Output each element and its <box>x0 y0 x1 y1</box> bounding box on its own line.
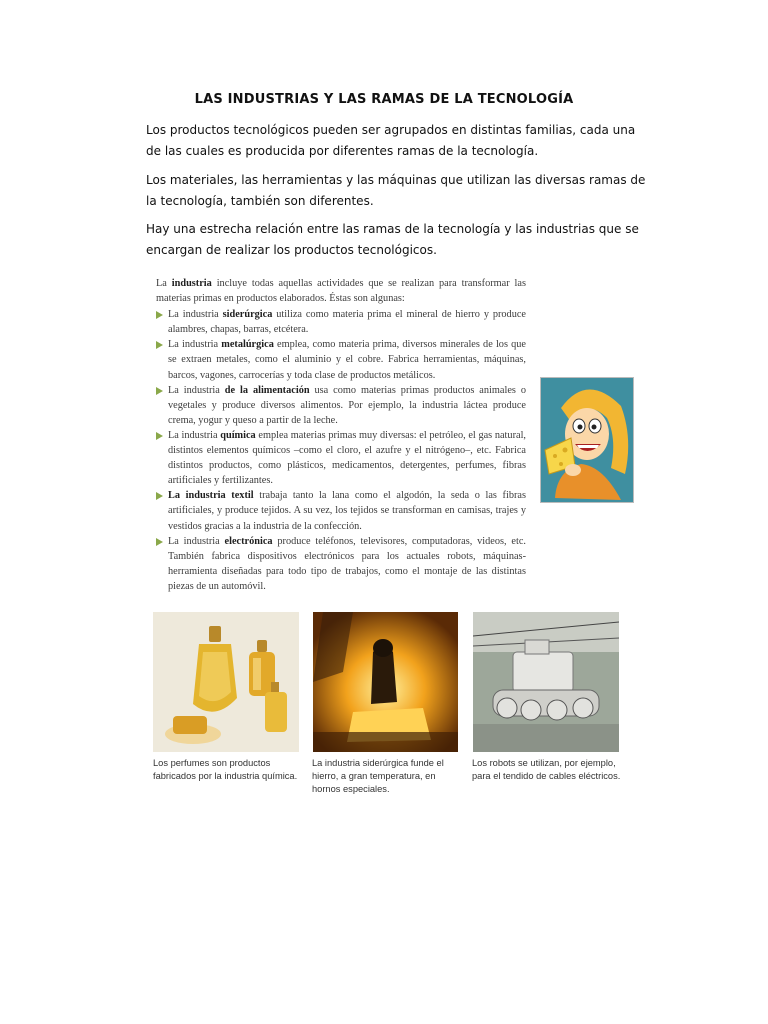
bullet-arrow-icon <box>156 492 163 500</box>
intro-paragraph-3: Hay una estrecha relación entre las ramas de la tecnología y las industrias que se encargan de realizar los productos tecnológicos. <box>146 222 639 257</box>
robot-vehicle-photo <box>473 612 619 752</box>
textbook-excerpt <box>156 276 526 594</box>
industry-item-alimentacion: La industria de la alimentación usa como materias primas productos animales o vegetales y produce diversos alimentos. Por ejemplo, la industria láctea produce crema, yogur y queso a partir de la leche. <box>156 383 526 428</box>
industry-item-metalurgica: La industria metalúrgica emplea, como materia prima, diversos minerales de los que se extraen metales, como el aluminio y el cobre. Fabrica herramientas, máquinas, barcos, vagones, carrocerías y toda clase de productos metálicos. <box>156 337 526 382</box>
industry-list <box>156 307 526 594</box>
intro-paragraph-2: Los materiales, las herramientas y las máquinas que utilizan las diversas ramas de la tecnología, también son diferentes. <box>146 173 646 208</box>
caption-perfumes: Los perfumes son productos fabricados por la industria química. <box>153 758 298 781</box>
industry-item-textil: La industria textil trabaja tanto la lana como el algodón, la seda o las fibras artificiales, y produce tejidos. A su vez, los tejidos se transforman en camisas, trajes y vestidos gracias a la industria de la confección. <box>156 488 526 533</box>
bullet-arrow-icon <box>156 311 163 319</box>
lead-text-a: La <box>156 278 172 289</box>
bullet-arrow-icon <box>156 387 163 395</box>
steel-furnace-photo <box>313 612 458 752</box>
bullet-arrow-icon <box>156 432 163 440</box>
perfume-bottles-photo <box>153 612 299 752</box>
industry-item-electronica: La industria electrónica produce teléfonos, televisores, computadoras, videos, etc. También fabrica dispositivos electrónicos para los actuales robots, máquinas-herramienta diseñadas para todo tipo de trabajos, como el montaje de las distintas piezas de un automóvil. <box>156 534 526 594</box>
excerpt-lead <box>156 276 526 306</box>
bullet-arrow-icon <box>156 341 163 349</box>
cartoon-girl-with-cheese <box>540 377 634 503</box>
page-title: LAS INDUSTRIAS Y LAS RAMAS DE LA TECNOLOGÍA <box>194 92 574 107</box>
industry-item-quimica: La industria química emplea materias primas muy diversas: el petróleo, el gas natural, distintos elementos químicos –como el cloro, el azufre y el nitrógeno–, etc. Fabrica distintos productos, como plásticos, medicamentos, detergentes, perfumes, fibras artificiales y fertilizantes. <box>156 428 526 488</box>
bullet-arrow-icon <box>156 538 163 546</box>
caption-robots: Los robots se utilizan, por ejemplo, para el tendido de cables eléctricos. <box>472 758 621 781</box>
industry-item-siderurgica: La industria siderúrgica utiliza como materia prima el mineral de hierro y produce alambres, chapas, barras, etcétera. <box>156 307 526 337</box>
caption-furnace: La industria siderúrgica funde el hierro, a gran temperatura, en hornos especiales. <box>312 758 444 794</box>
lead-keyword: industria <box>171 278 212 289</box>
intro-paragraph-1: Los productos tecnológicos pueden ser agrupados en distintas familias, cada una de las cuales es producida por diferentes ramas de la tecnología. <box>146 123 636 158</box>
lead-text-c: incluye todas aquellas actividades que se realizan para transformar las materias primas en productos elaborados. Éstas son algunas: <box>156 278 526 305</box>
